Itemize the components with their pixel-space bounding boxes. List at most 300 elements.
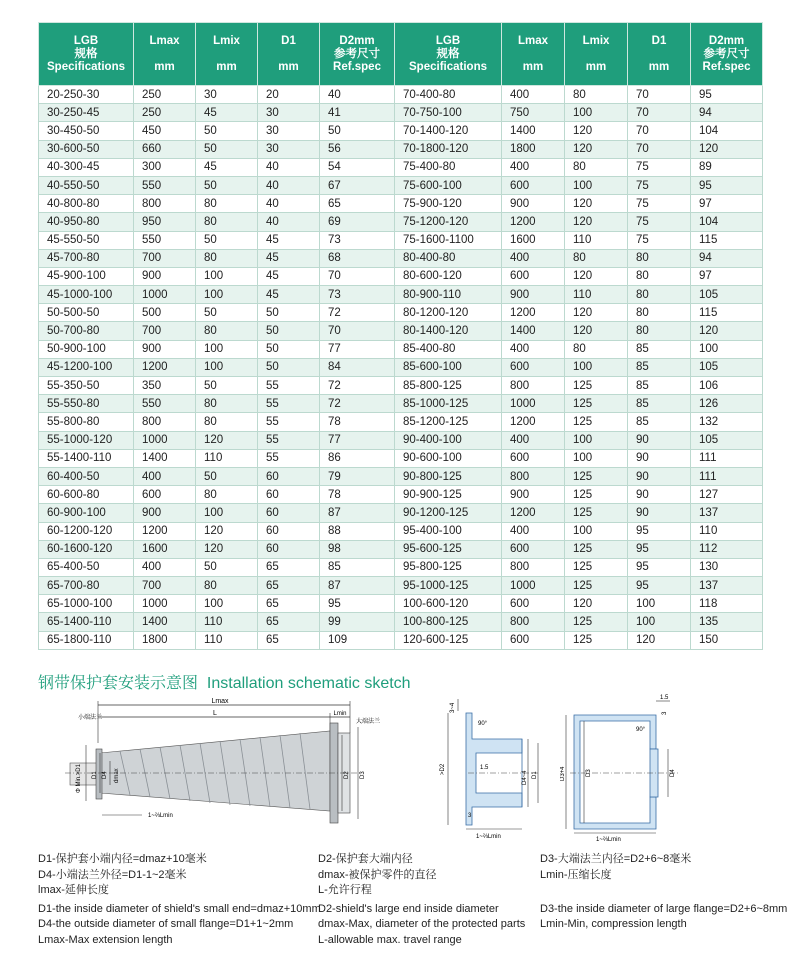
table-cell: 72 xyxy=(320,377,395,395)
table-row xyxy=(39,358,763,376)
note-line: Lmin-压缩长度 xyxy=(540,868,612,881)
notes-column-2 xyxy=(318,852,525,948)
table-cell: 600 xyxy=(502,358,565,376)
lmin-frac-label-2: 1~⅔Lmin xyxy=(476,834,501,840)
table-cell: 80 xyxy=(196,195,258,213)
column-header-line: 规格 xyxy=(74,47,98,60)
table-cell: 80 xyxy=(565,340,628,358)
table-cell: 800 xyxy=(502,613,565,631)
column-header xyxy=(39,23,134,86)
column-header-line: D2mm xyxy=(708,34,745,47)
table-cell: 800 xyxy=(134,413,196,431)
table-cell: 90 xyxy=(628,504,691,522)
table-cell: 50 xyxy=(258,358,320,376)
column-header xyxy=(628,23,691,86)
column-header-line xyxy=(504,48,562,61)
gt-d2-label: >D2 xyxy=(440,763,446,775)
table-cell: 75-1200-120 xyxy=(395,213,502,231)
table-cell: 600 xyxy=(134,486,196,504)
table-cell: 1600 xyxy=(134,540,196,558)
table-cell: 60-1600-120 xyxy=(39,540,134,558)
column-header-line xyxy=(136,48,193,61)
table-cell: 70 xyxy=(628,104,691,122)
table-cell: 65 xyxy=(258,613,320,631)
column-header-line: 参考尺寸 xyxy=(703,47,750,60)
spec-table-container xyxy=(38,22,762,650)
column-header-line: Lmix xyxy=(582,34,610,47)
column-header-line xyxy=(567,48,625,61)
table-cell: 700 xyxy=(134,577,196,595)
table-cell: 65 xyxy=(258,631,320,649)
table-row xyxy=(39,449,763,467)
table-cell: 400 xyxy=(502,340,565,358)
column-header-line: Specifications xyxy=(47,60,125,73)
column-header-line: mm xyxy=(648,60,670,73)
table-cell: 100 xyxy=(628,595,691,613)
notes-column-1 xyxy=(38,852,321,948)
table-row xyxy=(39,140,763,158)
dim15-label-3: 1.5 xyxy=(660,695,669,701)
d4-label: D4 xyxy=(102,771,108,779)
table-cell: 56 xyxy=(320,140,395,158)
table-cell: 87 xyxy=(320,504,395,522)
table-cell: 120 xyxy=(628,631,691,649)
table-cell: 80-1400-120 xyxy=(395,322,502,340)
table-cell: 30 xyxy=(258,122,320,140)
column-header-line: Lmax xyxy=(149,34,180,47)
table-cell: 1200 xyxy=(502,213,565,231)
table-row xyxy=(39,213,763,231)
table-cell: 50 xyxy=(196,377,258,395)
table-cell: 55 xyxy=(258,395,320,413)
table-cell: 450 xyxy=(134,122,196,140)
table-cell: 125 xyxy=(565,631,628,649)
table-body xyxy=(39,86,763,650)
table-row xyxy=(39,122,763,140)
note-line: dmax-被保护零件的直径 xyxy=(318,868,437,881)
table-cell: 65-1000-100 xyxy=(39,595,134,613)
table-cell: 100 xyxy=(565,176,628,194)
table-cell: 95 xyxy=(628,522,691,540)
table-cell: 78 xyxy=(320,486,395,504)
table-cell: 70-400-80 xyxy=(395,86,502,104)
table-cell: 700 xyxy=(134,249,196,267)
column-header-line: mm xyxy=(585,60,607,73)
table-row xyxy=(39,577,763,595)
table-cell: 75-900-120 xyxy=(395,195,502,213)
table-cell: 77 xyxy=(320,340,395,358)
table-cell: 94 xyxy=(691,104,763,122)
table-cell: 1000 xyxy=(134,431,196,449)
lmin-frac-label: 1~⅔Lmin xyxy=(148,813,173,819)
table-cell: 120 xyxy=(196,522,258,540)
table-cell: 87 xyxy=(320,577,395,595)
table-cell: 100-600-120 xyxy=(395,595,502,613)
note-line: lmax-延伸长度 xyxy=(38,884,109,896)
table-cell: 400 xyxy=(134,558,196,576)
table-cell: 40 xyxy=(258,176,320,194)
table-cell: 90 xyxy=(628,486,691,504)
table-cell: 109 xyxy=(320,631,395,649)
table-cell: 100 xyxy=(691,340,763,358)
table-cell: 60 xyxy=(258,522,320,540)
table-row xyxy=(39,86,763,104)
table-cell: 400 xyxy=(502,249,565,267)
table-cell: 40-550-50 xyxy=(39,176,134,194)
table-cell: 70 xyxy=(628,140,691,158)
table-cell: 65 xyxy=(258,558,320,576)
table-cell: 350 xyxy=(134,377,196,395)
column-header-line xyxy=(260,48,317,61)
top-dim-label: 3~4 xyxy=(450,702,456,713)
table-cell: 55-350-50 xyxy=(39,377,134,395)
table-cell: 75-400-80 xyxy=(395,158,502,176)
table-cell: 120 xyxy=(196,431,258,449)
table-row xyxy=(39,304,763,322)
column-header-line: Lmix xyxy=(213,34,240,47)
table-row xyxy=(39,540,763,558)
table-cell: 120 xyxy=(565,304,628,322)
table-cell: 1800 xyxy=(134,631,196,649)
note-line: L-允许行程 xyxy=(318,884,372,896)
table-cell: 40 xyxy=(320,86,395,104)
table-cell: 250 xyxy=(134,104,196,122)
table-cell: 79 xyxy=(320,467,395,485)
angle-label-3: 90° xyxy=(636,727,646,733)
table-cell: 800 xyxy=(502,467,565,485)
table-cell: 700 xyxy=(134,322,196,340)
table-cell: 110 xyxy=(565,231,628,249)
lmax-label: Lmax xyxy=(211,698,229,705)
table-cell: 85 xyxy=(320,558,395,576)
column-header-line: D1 xyxy=(281,34,296,47)
table-cell: 78 xyxy=(320,413,395,431)
table-cell: 120-600-125 xyxy=(395,631,502,649)
table-cell: 90-600-100 xyxy=(395,449,502,467)
small-flange-detail-diagram xyxy=(438,693,548,843)
table-cell: 125 xyxy=(565,486,628,504)
column-header-line: Lmax xyxy=(517,34,549,47)
table-cell: 1000 xyxy=(134,595,196,613)
column-header xyxy=(502,23,565,86)
table-cell: 72 xyxy=(320,304,395,322)
column-header xyxy=(258,23,320,86)
table-cell: 85-800-125 xyxy=(395,377,502,395)
table-cell: 60 xyxy=(258,504,320,522)
table-cell: 600 xyxy=(502,540,565,558)
column-header xyxy=(134,23,196,86)
column-header-line: LGB xyxy=(73,34,99,47)
table-cell: 900 xyxy=(134,504,196,522)
table-cell: 65 xyxy=(258,577,320,595)
table-row xyxy=(39,322,763,340)
table-cell: 65-700-80 xyxy=(39,577,134,595)
table-cell: 110 xyxy=(196,613,258,631)
table-cell: 80 xyxy=(565,86,628,104)
column-header-line: mm xyxy=(522,60,544,73)
table-row xyxy=(39,176,763,194)
table-cell: 1200 xyxy=(134,358,196,376)
table-cell: 400 xyxy=(134,467,196,485)
table-row xyxy=(39,631,763,649)
table-cell: 45-700-80 xyxy=(39,249,134,267)
table-cell: 80 xyxy=(628,304,691,322)
table-cell: 106 xyxy=(691,377,763,395)
column-header xyxy=(196,23,258,86)
column-header-line xyxy=(630,48,688,61)
table-cell: 80 xyxy=(196,249,258,267)
column-header xyxy=(395,23,502,86)
table-cell: 40 xyxy=(258,195,320,213)
table-cell: 90 xyxy=(628,449,691,467)
table-row xyxy=(39,340,763,358)
table-cell: 90-800-125 xyxy=(395,467,502,485)
section-title xyxy=(38,670,411,693)
column-header xyxy=(691,23,763,86)
table-cell: 600 xyxy=(502,449,565,467)
table-cell: 90-1200-125 xyxy=(395,504,502,522)
table-row xyxy=(39,467,763,485)
table-cell: 85-400-80 xyxy=(395,340,502,358)
table-cell: 120 xyxy=(565,195,628,213)
table-cell: 100 xyxy=(628,613,691,631)
table-cell: 55-1400-110 xyxy=(39,449,134,467)
table-cell: 90 xyxy=(628,467,691,485)
table-cell: 30-600-50 xyxy=(39,140,134,158)
table-cell: 125 xyxy=(565,558,628,576)
table-cell: 75-1600-1100 xyxy=(395,231,502,249)
angle-label: 90° xyxy=(478,721,488,727)
table-row xyxy=(39,158,763,176)
phi-min-label: Φ Min.>D1 xyxy=(76,764,82,793)
table-cell: 50 xyxy=(196,467,258,485)
d1-label-2: D1 xyxy=(532,771,538,779)
table-cell: 104 xyxy=(691,122,763,140)
table-cell: 120 xyxy=(691,140,763,158)
column-header-line: Ref.spec xyxy=(333,60,381,73)
table-cell: 104 xyxy=(691,213,763,231)
table-cell: 120 xyxy=(565,140,628,158)
note-line: D4-the outside diameter of small flange=D1+1~2mm xyxy=(38,918,294,930)
table-cell: 60-1200-120 xyxy=(39,522,134,540)
table-cell: 72 xyxy=(320,395,395,413)
table-cell: 85-1000-125 xyxy=(395,395,502,413)
column-header-line: Specifications xyxy=(409,60,487,73)
table-cell: 110 xyxy=(565,286,628,304)
table-cell: 1200 xyxy=(502,504,565,522)
table-cell: 1000 xyxy=(134,286,196,304)
notes-column-3 xyxy=(540,852,787,933)
table-cell: 30 xyxy=(258,104,320,122)
table-cell: 115 xyxy=(691,304,763,322)
table-cell: 900 xyxy=(134,340,196,358)
table-cell: 20-250-30 xyxy=(39,86,134,104)
table-cell: 95 xyxy=(691,86,763,104)
table-cell: 68 xyxy=(320,249,395,267)
table-cell: 900 xyxy=(502,286,565,304)
d3-label: D3 xyxy=(360,771,366,779)
table-cell: 125 xyxy=(565,540,628,558)
table-cell: 80-900-110 xyxy=(395,286,502,304)
table-cell: 1200 xyxy=(134,522,196,540)
table-cell: 120 xyxy=(565,267,628,285)
table-cell: 95 xyxy=(691,176,763,194)
table-cell: 65-400-50 xyxy=(39,558,134,576)
table-cell: 89 xyxy=(691,158,763,176)
table-cell: 55-550-80 xyxy=(39,395,134,413)
table-cell: 800 xyxy=(502,377,565,395)
table-cell: 85-1200-125 xyxy=(395,413,502,431)
table-cell: 1800 xyxy=(502,140,565,158)
table-cell: 70 xyxy=(320,322,395,340)
table-cell: 60-600-80 xyxy=(39,486,134,504)
table-cell: 550 xyxy=(134,231,196,249)
table-cell: 120 xyxy=(565,595,628,613)
shield-assembly-diagram xyxy=(60,693,380,843)
table-cell: 94 xyxy=(691,249,763,267)
table-cell: 54 xyxy=(320,158,395,176)
note-line: D2-shield's large end inside diameter xyxy=(318,902,499,915)
table-row xyxy=(39,613,763,631)
table-cell: 97 xyxy=(691,267,763,285)
table-cell: 30-450-50 xyxy=(39,122,134,140)
table-cell: 120 xyxy=(196,540,258,558)
table-cell: 65 xyxy=(258,595,320,613)
table-cell: 250 xyxy=(134,86,196,104)
table-cell: 1200 xyxy=(502,413,565,431)
table-cell: 55 xyxy=(258,449,320,467)
table-cell: 70 xyxy=(628,122,691,140)
column-header-line: D1 xyxy=(651,34,667,47)
table-cell: 150 xyxy=(691,631,763,649)
note-line: D1-保护套小端内径=dmaz+10毫米 xyxy=(38,853,207,865)
table-cell: 400 xyxy=(502,431,565,449)
table-cell: 80 xyxy=(628,249,691,267)
table-cell: 70-750-100 xyxy=(395,104,502,122)
table-cell: 45 xyxy=(258,249,320,267)
l-label: L xyxy=(213,710,217,717)
table-cell: 95-600-125 xyxy=(395,540,502,558)
table-cell: 95-800-125 xyxy=(395,558,502,576)
table-cell: 85-600-100 xyxy=(395,358,502,376)
table-cell: 60-400-50 xyxy=(39,467,134,485)
table-cell: 100 xyxy=(196,595,258,613)
table-cell: 110 xyxy=(196,449,258,467)
table-cell: 95 xyxy=(320,595,395,613)
table-cell: 80 xyxy=(565,249,628,267)
table-cell: 110 xyxy=(196,631,258,649)
table-cell: 75 xyxy=(628,213,691,231)
note-line: D3-大端法兰内径=D2+6~8毫米 xyxy=(540,853,692,865)
table-row xyxy=(39,413,763,431)
table-row xyxy=(39,195,763,213)
table-cell: 95-1000-125 xyxy=(395,577,502,595)
table-cell: 137 xyxy=(691,504,763,522)
table-cell: 126 xyxy=(691,395,763,413)
table-cell: 105 xyxy=(691,431,763,449)
table-cell: 132 xyxy=(691,413,763,431)
table-cell: 45 xyxy=(196,104,258,122)
column-header-line: LGB xyxy=(435,34,461,47)
table-cell: 60 xyxy=(258,540,320,558)
table-cell: 80 xyxy=(196,395,258,413)
table-cell: 100 xyxy=(196,504,258,522)
table-cell: 900 xyxy=(134,267,196,285)
table-cell: 55 xyxy=(258,431,320,449)
table-cell: 80 xyxy=(196,213,258,231)
table-cell: 80-600-120 xyxy=(395,267,502,285)
table-cell: 300 xyxy=(134,158,196,176)
table-cell: 80 xyxy=(196,486,258,504)
table-cell: 30 xyxy=(258,140,320,158)
column-header-line: mm xyxy=(216,60,237,73)
table-cell: 100 xyxy=(565,358,628,376)
table-cell: 125 xyxy=(565,395,628,413)
column-header-line: 参考尺寸 xyxy=(334,47,380,60)
table-cell: 95 xyxy=(628,558,691,576)
table-cell: 40 xyxy=(258,158,320,176)
table-cell: 80-400-80 xyxy=(395,249,502,267)
table-cell: 45-1000-100 xyxy=(39,286,134,304)
table-cell: 85 xyxy=(628,377,691,395)
table-cell: 100 xyxy=(565,522,628,540)
table-cell: 100 xyxy=(565,449,628,467)
table-cell: 600 xyxy=(502,176,565,194)
table-cell: 40-950-80 xyxy=(39,213,134,231)
note-line: L-allowable max. travel range xyxy=(318,933,462,946)
table-cell: 80 xyxy=(196,322,258,340)
table-cell: 41 xyxy=(320,104,395,122)
table-cell: 30-250-45 xyxy=(39,104,134,122)
table-cell: 800 xyxy=(134,195,196,213)
table-cell: 60-900-100 xyxy=(39,504,134,522)
table-cell: 45-900-100 xyxy=(39,267,134,285)
table-cell: 135 xyxy=(691,613,763,631)
table-cell: 50 xyxy=(196,176,258,194)
table-cell: 60 xyxy=(258,467,320,485)
table-cell: 105 xyxy=(691,358,763,376)
table-cell: 50 xyxy=(258,322,320,340)
table-cell: 900 xyxy=(502,486,565,504)
dim15-label: 1.5 xyxy=(480,765,489,771)
table-cell: 100 xyxy=(565,431,628,449)
table-cell: 125 xyxy=(565,504,628,522)
table-cell: 550 xyxy=(134,395,196,413)
table-cell: 45 xyxy=(258,267,320,285)
table-cell: 40-300-45 xyxy=(39,158,134,176)
table-cell: 50-700-80 xyxy=(39,322,134,340)
column-header xyxy=(565,23,628,86)
table-row xyxy=(39,522,763,540)
table-cell: 100 xyxy=(196,267,258,285)
table-cell: 120 xyxy=(565,322,628,340)
table-cell: 120 xyxy=(565,213,628,231)
table-cell: 85 xyxy=(628,413,691,431)
table-cell: 900 xyxy=(502,195,565,213)
table-cell: 70 xyxy=(628,86,691,104)
table-cell: 69 xyxy=(320,213,395,231)
table-cell: 73 xyxy=(320,231,395,249)
lmin-label: Lmin xyxy=(333,711,347,717)
dmax-label: dmax xyxy=(114,768,120,783)
table-cell: 118 xyxy=(691,595,763,613)
table-cell: 65 xyxy=(320,195,395,213)
table-cell: 1400 xyxy=(134,449,196,467)
table-cell: 1400 xyxy=(134,613,196,631)
table-cell: 67 xyxy=(320,176,395,194)
table-cell: 73 xyxy=(320,286,395,304)
table-cell: 111 xyxy=(691,449,763,467)
